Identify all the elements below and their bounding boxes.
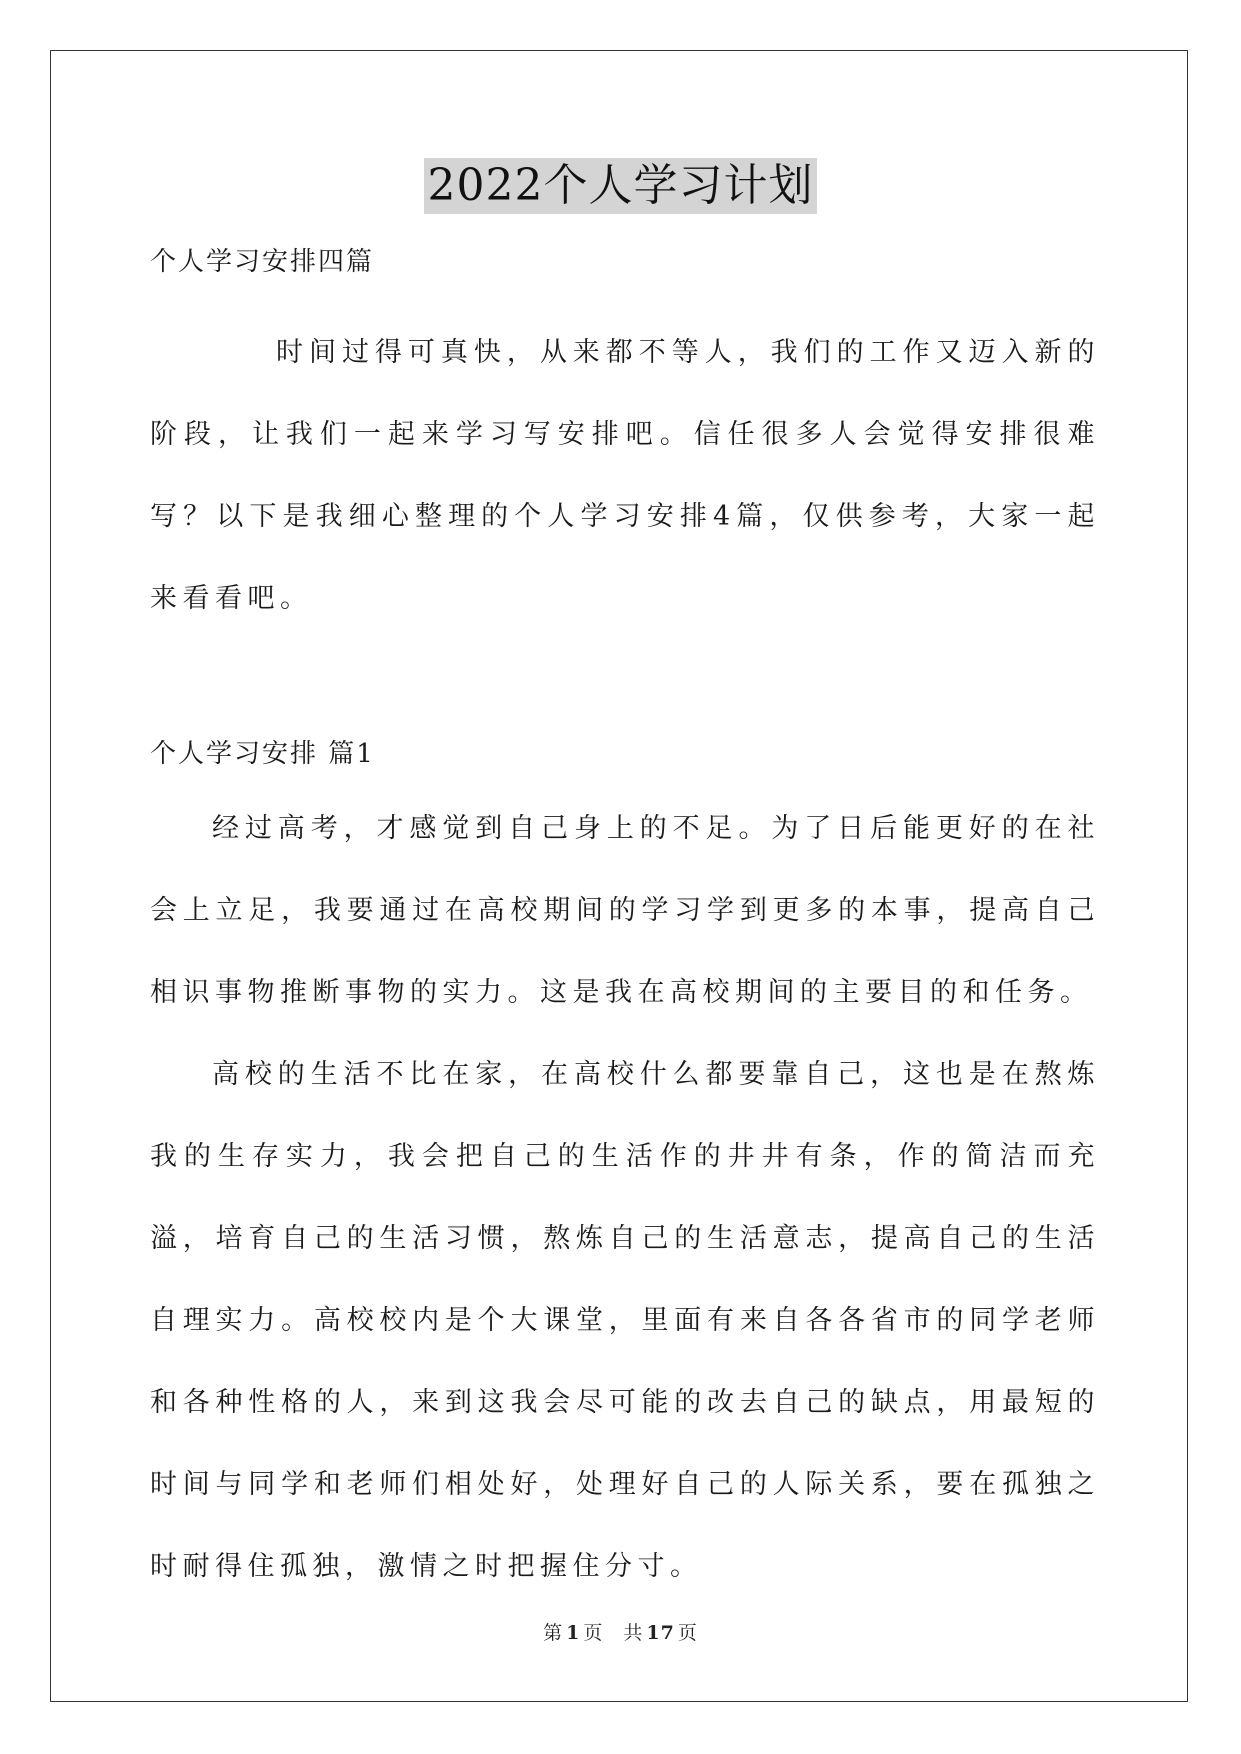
page-footer: [0, 1618, 1241, 1645]
page-prefix: 第: [543, 1622, 564, 1644]
total-pages: 17: [646, 1622, 675, 1644]
intro-paragraph: 时间过得可真快，从来都不等人，我们的工作又迈入新的阶段，让我们一起来学习写安排吧。信任很多人会觉得安排很难写？以下是我细心整理的个人学习安排4篇，仅供参考，大家一起来看看吧。: [150, 337, 1100, 614]
document-body: [150, 232, 1100, 1608]
section-heading: 个人学习安排 篇1: [150, 739, 375, 769]
document-subtitle: 个人学习安排四篇: [150, 247, 375, 277]
total-prefix: 共: [623, 1622, 644, 1644]
title-container: [0, 158, 1241, 214]
page-suffix: 页: [583, 1622, 604, 1644]
total-suffix: 页: [677, 1622, 698, 1644]
body-paragraph: 经过高考，才感觉到自己身上的不足。为了日后能更好的在社会上立足，我要通过在高校期间的学习学到更多的本事，提高自己相识事物推断事物的实力。这是我在高校期间的主要目的和任务。: [150, 813, 1100, 1008]
document-title: 2022个人学习计划: [424, 158, 818, 214]
page-number: 1: [566, 1622, 581, 1644]
body-paragraph: 高校的生活不比在家，在高校什么都要靠自己，这也是在熬炼我的生存实力，我会把自己的生活作的井井有条，作的简洁而充溢，培育自己的生活习惯，熬炼自己的生活意志，提高自己的生活自理实力。高校校内是个大课堂，里面有来自各各省市的同学老师和各种性格的人，来到这我会尽可能的改去自己的缺点，用最短的时间与同学和老师们相处好，处理好自己的人际关系，要在孤独之时耐得住孤独，激情之时把握住分寸。: [150, 1059, 1100, 1582]
